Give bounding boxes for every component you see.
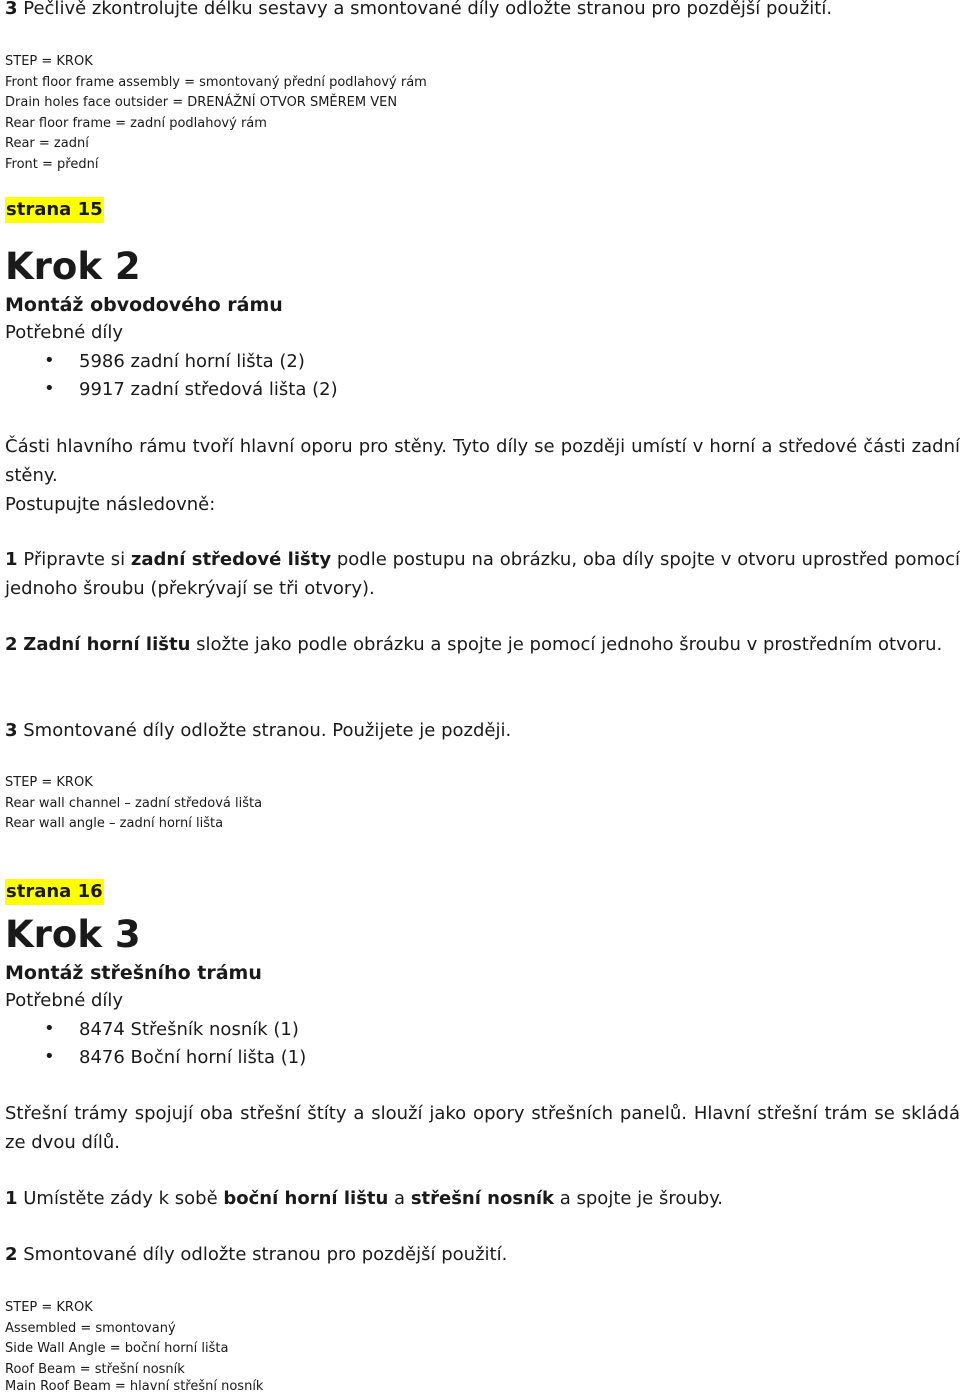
step-number: 2 [5, 1244, 18, 1265]
parts-heading: Potřebné díly [5, 990, 124, 1011]
instruction-step-3 [5, 718, 511, 744]
step-number: 1 [5, 549, 18, 570]
bullet-icon: • [44, 350, 55, 371]
step-text: složte jako podle obrázku a spojte je pomocí jednoho šroubu v prostředním otvoru. [190, 634, 943, 655]
step-title-krok-3: Krok 3 [5, 913, 141, 956]
glossary-line: Front floor frame assembly = smontovaný přední podlahový rám [5, 75, 427, 90]
instruction-step-2 [5, 631, 960, 660]
page-label-highlight: strana 16 [5, 879, 104, 905]
glossary-line: STEP = KROK [5, 54, 93, 69]
step-text: Smontované díly odložte stranou pro pozdější použití. [17, 1244, 508, 1265]
glossary-line: Assembled = smontovaný [5, 1321, 176, 1336]
step-title-krok-2: Krok 2 [5, 245, 141, 288]
glossary-line: STEP = KROK [5, 1300, 93, 1315]
glossary-line: Rear wall angle – zadní horní lišta [5, 816, 224, 831]
page-label-highlight: strana 15 [5, 197, 104, 223]
intro-paragraph: Střešní trámy spojují oba střešní štíty a slouží jako opory střešních panelů. Hlavní střešní trám se skládá ze dvou dílů. [5, 1103, 960, 1153]
proceed-line: Postupujte následovně: [5, 494, 216, 515]
page-label-15 [5, 197, 104, 223]
step-number: 1 [5, 1188, 18, 1209]
step-text: Smontované díly odložte stranou. Použijete je později. [17, 720, 512, 741]
step-number: 3 [5, 0, 18, 19]
list-item: 8474 Střešník nosník (1) [79, 1019, 299, 1040]
glossary-line: Front = přední [5, 157, 99, 172]
bullet-icon: • [44, 1046, 55, 1067]
list-item: 9917 zadní středová lišta (2) [79, 379, 338, 400]
step-text: a [388, 1188, 411, 1209]
intro-paragraph: Části hlavního rámu tvoří hlavní oporu pro stěny. Tyto díly se později umístí v horní a středové části zadní stěny. [5, 436, 960, 486]
instruction-step-1 [5, 1186, 723, 1212]
parts-heading: Potřebné díly [5, 322, 124, 343]
step-text-bold: zadní středové lišty [130, 549, 332, 570]
bullet-icon: • [44, 378, 55, 399]
glossary-line: Side Wall Angle = boční horní lišta [5, 1341, 229, 1356]
step-text: Připravte si [17, 549, 131, 570]
step-number: 3 [5, 720, 18, 741]
step-text-bold: střešní nosník [410, 1188, 555, 1209]
glossary-line: Rear floor frame = zadní podlahový rám [5, 116, 267, 131]
glossary-line: STEP = KROK [5, 775, 93, 790]
instruction-step-1 [5, 546, 960, 603]
step-text: Pečlivě zkontrolujte délku sestavy a smontované díly odložte stranou pro pozdější použití. [17, 0, 833, 19]
step-text: podle postupu na obrázku, oba díly spojte v otvoru uprostřed pomocí jednoho šroubu (překrývají se tři otvory). [5, 549, 960, 599]
top-instruction-line [5, 0, 832, 22]
list-item: 5986 zadní horní lišta (2) [79, 351, 305, 372]
step-text: Umístěte zády k sobě [17, 1188, 224, 1209]
glossary-line: Drain holes face outsider = DRENÁŽNÍ OTVOR SMĚREM VEN [5, 95, 398, 110]
step-text: a spojte je šrouby. [554, 1188, 724, 1209]
list-item: 8476 Boční horní lišta (1) [79, 1047, 307, 1068]
glossary-line: Rear = zadní [5, 136, 89, 151]
step-subtitle: Montáž střešního trámu [5, 962, 262, 984]
glossary-line: Rear wall channel – zadní středová lišta [5, 796, 263, 811]
page-label-16 [5, 879, 104, 905]
step-number: 2 [5, 634, 18, 655]
step-text-bold: Zadní horní lištu [23, 634, 191, 655]
bullet-icon: • [44, 1018, 55, 1039]
glossary-line: Roof Beam = střešní nosník [5, 1362, 185, 1377]
step-text-bold: boční horní lištu [223, 1188, 389, 1209]
glossary-line: Main Roof Beam = hlavní střešní nosník [5, 1379, 264, 1394]
step-subtitle: Montáž obvodového rámu [5, 294, 283, 316]
instruction-step-2 [5, 1242, 507, 1268]
